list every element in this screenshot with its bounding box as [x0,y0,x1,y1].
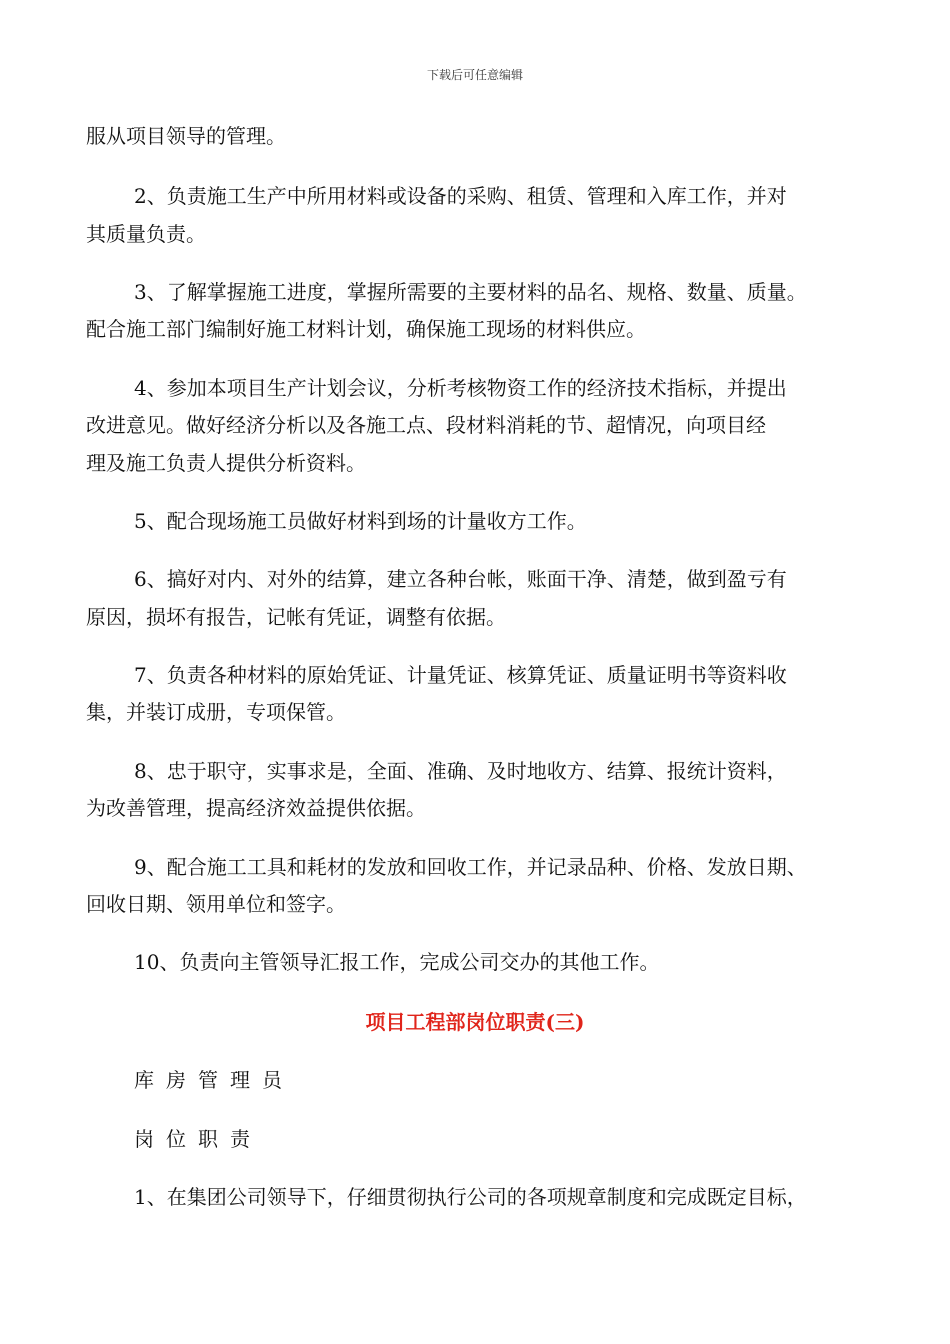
section-title: 项目工程部岗位职责(三) [365,1010,585,1034]
text-line: 回收日期、领用单位和签字。 [86,892,346,916]
text-line: 配合施工部门编制好施工材料计划，确保施工现场的材料供应。 [86,317,646,341]
text-line: 服从项目领导的管理。 [86,124,286,148]
text-line: 其质量负责。 [86,222,206,246]
text-line: 8、忠于职守，实事求是，全面、准确、及时地收方、结算、报统计资料， [134,759,787,783]
text-line: 10、负责向主管领导汇报工作，完成公司交办的其他工作。 [134,950,660,974]
text-line: 6、搞好对内、对外的结算，建立各种台帐，账面干净、清楚，做到盈亏有 [134,567,787,591]
page-header: 下载后可任意编辑 [426,68,523,82]
text-line: 1、在集团公司领导下，仔细贯彻执行公司的各项规章制度和完成既定目标， [134,1185,807,1209]
text-line: 为改善管理，提高经济效益提供依据。 [86,796,426,820]
text-line: 2、负责施工生产中所用材料或设备的采购、租赁、管理和入库工作，并对 [134,184,787,208]
text-line: 改进意见。做好经济分析以及各施工点、段材料消耗的节、超情况，向项目经 [86,413,766,437]
text-line: 9、配合施工工具和耗材的发放和回收工作，并记录品种、价格、发放日期、 [134,855,807,879]
role-heading: 库房管理员 [134,1068,294,1092]
text-line: 原因，损坏有报告，记帐有凭证，调整有依据。 [86,605,506,629]
text-line: 5、配合现场施工员做好材料到场的计量收方工作。 [134,509,587,533]
text-line: 3、了解掌握施工进度，掌握所需要的主要材料的品名、规格、数量、质量。 [134,280,807,304]
text-line: 4、参加本项目生产计划会议，分析考核物资工作的经济技术指标，并提出 [134,376,787,400]
duties-heading: 岗位职责 [134,1127,262,1151]
text-line: 7、负责各种材料的原始凭证、计量凭证、核算凭证、质量证明书等资料收 [134,663,787,687]
text-line: 集，并装订成册，专项保管。 [86,700,346,724]
text-line: 理及施工负责人提供分析资料。 [86,451,366,475]
